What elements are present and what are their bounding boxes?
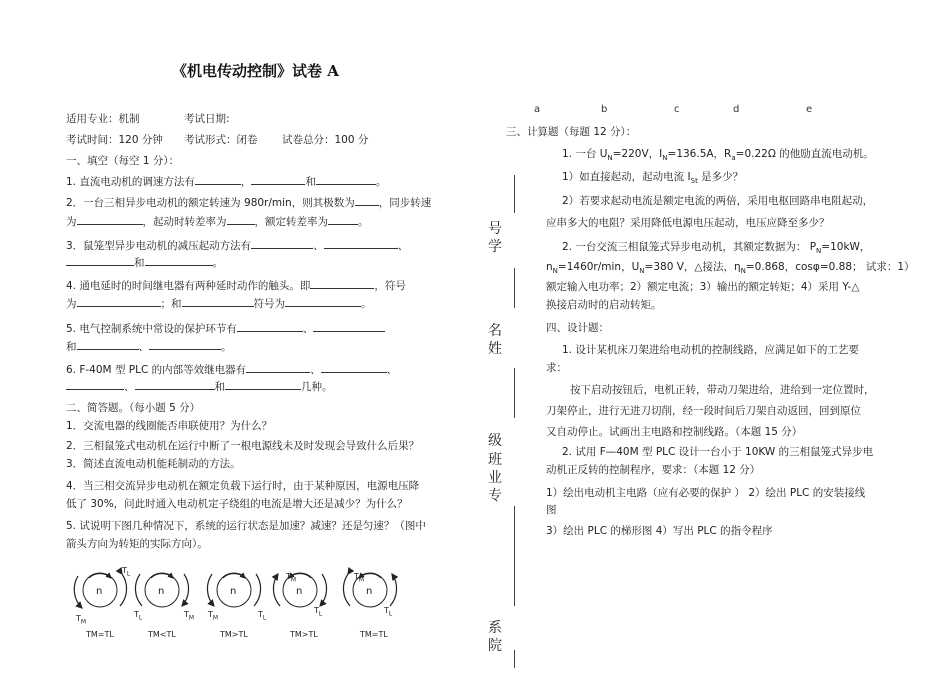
sec3-heading: 三、计算题（每题 12 分）： <box>506 126 637 138</box>
speed-arrow-c <box>223 574 245 578</box>
binding-line-3 <box>514 368 515 418</box>
caption-e: TM=TL <box>360 630 388 639</box>
sec3-q2-line4: 换接启动时的启动转矩。 <box>546 299 662 311</box>
sec1-heading: 一、填空（每空 1 分）： <box>66 155 180 167</box>
motor-n-d: n <box>296 586 303 597</box>
speed-arrow-a <box>89 574 111 578</box>
sec1-q6-line2: 、 和 几种。 <box>66 378 333 394</box>
sec1-q5-line1: 5. 电气控制系统中常设的保护环节有 、 <box>66 320 385 336</box>
diagram-letter-b: b <box>601 104 608 115</box>
binding-line-1 <box>514 175 515 213</box>
torque-label-e-tl: $T_L$ <box>384 606 393 618</box>
sec3-q2-line2: $n_N=1460r/\min$，$U_N=380$ V，△接法，$\eta_N=0.868$，cosφ=0.88； 试求：1） <box>546 261 915 276</box>
binding-label-xi: 系 <box>488 620 502 636</box>
tm-arrow-b <box>182 574 189 606</box>
tl-arrow-a <box>120 574 127 606</box>
binding-label-ye: 业 <box>488 470 502 486</box>
header-major: 适用专业：机制 <box>66 113 140 125</box>
header-form: 考试形式：闭卷 <box>184 134 258 146</box>
tm-arrow-d <box>273 574 280 606</box>
tm-arrow-e <box>343 574 350 606</box>
caption-a: TM=TL <box>86 630 114 639</box>
sec4-q1-line2: 求： <box>546 362 567 374</box>
binding-label-xing: 姓 <box>488 341 502 357</box>
sec4-q2-line3: 1）绘出电动机主电路（应有必要的保护 ） 2）绘出 PLC 的安装接线 <box>546 487 866 499</box>
torque-label-c-tm: $T_M$ <box>208 610 219 622</box>
diagram-letter-d: d <box>733 104 740 115</box>
sec1-q1: 1. 直流电动机的调速方法有 ， 和 。 <box>66 173 386 189</box>
sec2-q5-line1: 5. 试说明下图几种情况下，系统的运行状态是加速？减速？还是匀速？（图中 <box>66 520 426 532</box>
header-exam-date: 考试日期: <box>184 113 230 125</box>
sec2-heading: 二、简答题。（每小题 5 分） <box>66 402 201 414</box>
sec4-q1-line5: 又自动停止。试画出主电路和控制线路。（本题 15 分） <box>546 426 803 438</box>
torque-label-a-tm: $T_M$ <box>76 614 87 626</box>
sec1-q5-line2: 和 、 。 <box>66 338 232 354</box>
binding-line-4 <box>514 506 515 606</box>
sec1-q6-line1: 6. F-40M 型 PLC 的内部等效继电器有 、 、 <box>66 361 397 377</box>
sec2-q3: 3．简述直流电动机能耗制动的方法。 <box>66 458 241 470</box>
motor-n-c: n <box>230 586 237 597</box>
torque-label-d-tl: $T_L$ <box>314 606 323 618</box>
tm-arrow-a <box>74 576 82 608</box>
binding-label-ji: 级 <box>488 433 502 449</box>
sec3-q2-line1: 2. 一台交流三相鼠笼式异步电动机，其额定数据为： $P_N=10kW$， <box>562 241 871 256</box>
header-total: 试卷总分：100 分 <box>282 134 369 146</box>
sec4-q1-line4: 刀架停止，进行无进刀切削，经一段时间后刀架自动返回，回到原位 <box>546 405 861 417</box>
binding-label-xue: 学 <box>488 239 502 255</box>
sec1-q3-line2: 和 。 <box>66 254 223 270</box>
sec4-q2-line5: 3）绘出 PLC 的梯形图 4）写出 PLC 的指令程序 <box>546 525 773 537</box>
binding-label-ming: 名 <box>488 323 502 339</box>
sec4-heading: 四、设计题： <box>546 322 609 334</box>
binding-line-2 <box>514 268 515 308</box>
sec3-q1: 1. 一台 $U_N=220V$，$I_N=136.5A$，$R_a=0.22\Omega$ 的他励直流电动机。 <box>562 148 874 163</box>
tl-arrow-c <box>254 574 261 606</box>
diagram-letter-c: c <box>674 104 680 115</box>
diagram-letter-e: e <box>806 104 813 115</box>
motor-n-e: n <box>366 586 373 597</box>
sec1-q4-line2: 为 ；和 符号为 。 <box>66 295 372 311</box>
sec4-q2-line1: 2. 试用 F—40M 型 PLC 设计一台小于 10KW 的三相鼠笼式异步电 <box>562 446 874 458</box>
tm-arrow-c <box>207 574 214 606</box>
sec1-q4-line1: 4. 通电延时的时间继电器有两种延时动作的触头。即 ，符号 <box>66 277 406 293</box>
binding-label-ban: 班 <box>488 452 502 468</box>
sec3-q1-1: 1）如直接起动，起动电流 $I_{St}$ 是多少？ <box>562 171 744 186</box>
torque-label-a-tl: $T_L$ <box>122 566 131 578</box>
caption-c: TM>TL <box>220 630 248 639</box>
sec3-q2-line3: 额定输入电功率；2）额定电流；3）输出的额定转矩；4）采用 Y-△ <box>546 281 860 293</box>
exam-title: 《机电传动控制》试卷 A <box>172 62 339 80</box>
sec1-q2-line1: 2．一台三相异步电动机的额定转速为 980r/min，则其极数为 ，同步转速 <box>66 194 431 210</box>
motor-n-b: n <box>158 586 165 597</box>
caption-b: TM<TL <box>148 630 176 639</box>
sec2-q4-line2: 低了 30%，问此时通入电动机定子绕组的电流是增大还是减少？为什么？ <box>66 498 408 510</box>
torque-label-d-tm: $T_M$ <box>286 572 297 584</box>
sec4-q2-line4: 图 <box>546 504 557 516</box>
sec3-q1-2-line1: 2）若要求起动电流是额定电流的两倍，采用电枢回路串电阻起动， <box>562 195 874 207</box>
tl-arrow-d <box>320 574 327 606</box>
sec3-q1-2-line2: 应串多大的电阻？采用降低电源电压起动，电压应降至多少？ <box>546 217 830 229</box>
speed-arrow-b <box>151 574 173 578</box>
header-time: 考试时间：120 分钟 <box>66 134 163 146</box>
binding-line-5 <box>514 650 515 668</box>
sec2-q1: 1．交流电器的线圈能否串联使用？为什么？ <box>66 420 273 432</box>
binding-label-hao: 号 <box>488 221 502 237</box>
binding-label-zhuan: 专 <box>488 488 502 504</box>
sec2-q2: 2．三相鼠笼式电动机在运行中断了一根电源线未及时发现会导致什么后果？ <box>66 440 420 452</box>
binding-label-yuan: 院 <box>488 638 502 654</box>
torque-label-b-tm: $T_M$ <box>184 610 195 622</box>
caption-d: TM>TL <box>290 630 318 639</box>
motor-n-a: n <box>96 586 103 597</box>
torque-label-b-tl: $T_L$ <box>134 610 143 622</box>
sec1-q3-line1: 3．鼠笼型异步电动机的减压起动方法有 、 、 <box>66 237 408 253</box>
torque-label-e-tm: $T_M$ <box>354 572 365 584</box>
sec2-q5-line2: 箭头方向为转矩的实际方向）。 <box>66 538 208 550</box>
diagram-letter-a: a <box>534 104 541 115</box>
sec4-q2-line2: 动机正反转的控制程序，要求：（本题 12 分） <box>546 464 761 476</box>
sec4-q1-line1: 1. 设计某机床刀架进给电动机的控制线路，应满足如下的工艺要 <box>562 344 859 356</box>
sec1-q2-line2: 为 ，起动时转差率为 ，额定转差率为 。 <box>66 213 369 229</box>
sec4-q1-line3: 按下启动按钮后，电机正转，带动刀架进给，进给到一定位置时， <box>570 384 875 396</box>
torque-label-c-tl: $T_L$ <box>258 610 267 622</box>
tl-arrow-b <box>135 574 142 606</box>
sec2-q4-line1: 4．当三相交流异步电动机在额定负载下运行时，由于某种原因，电源电压降 <box>66 480 420 492</box>
tl-arrow-e <box>390 574 397 606</box>
